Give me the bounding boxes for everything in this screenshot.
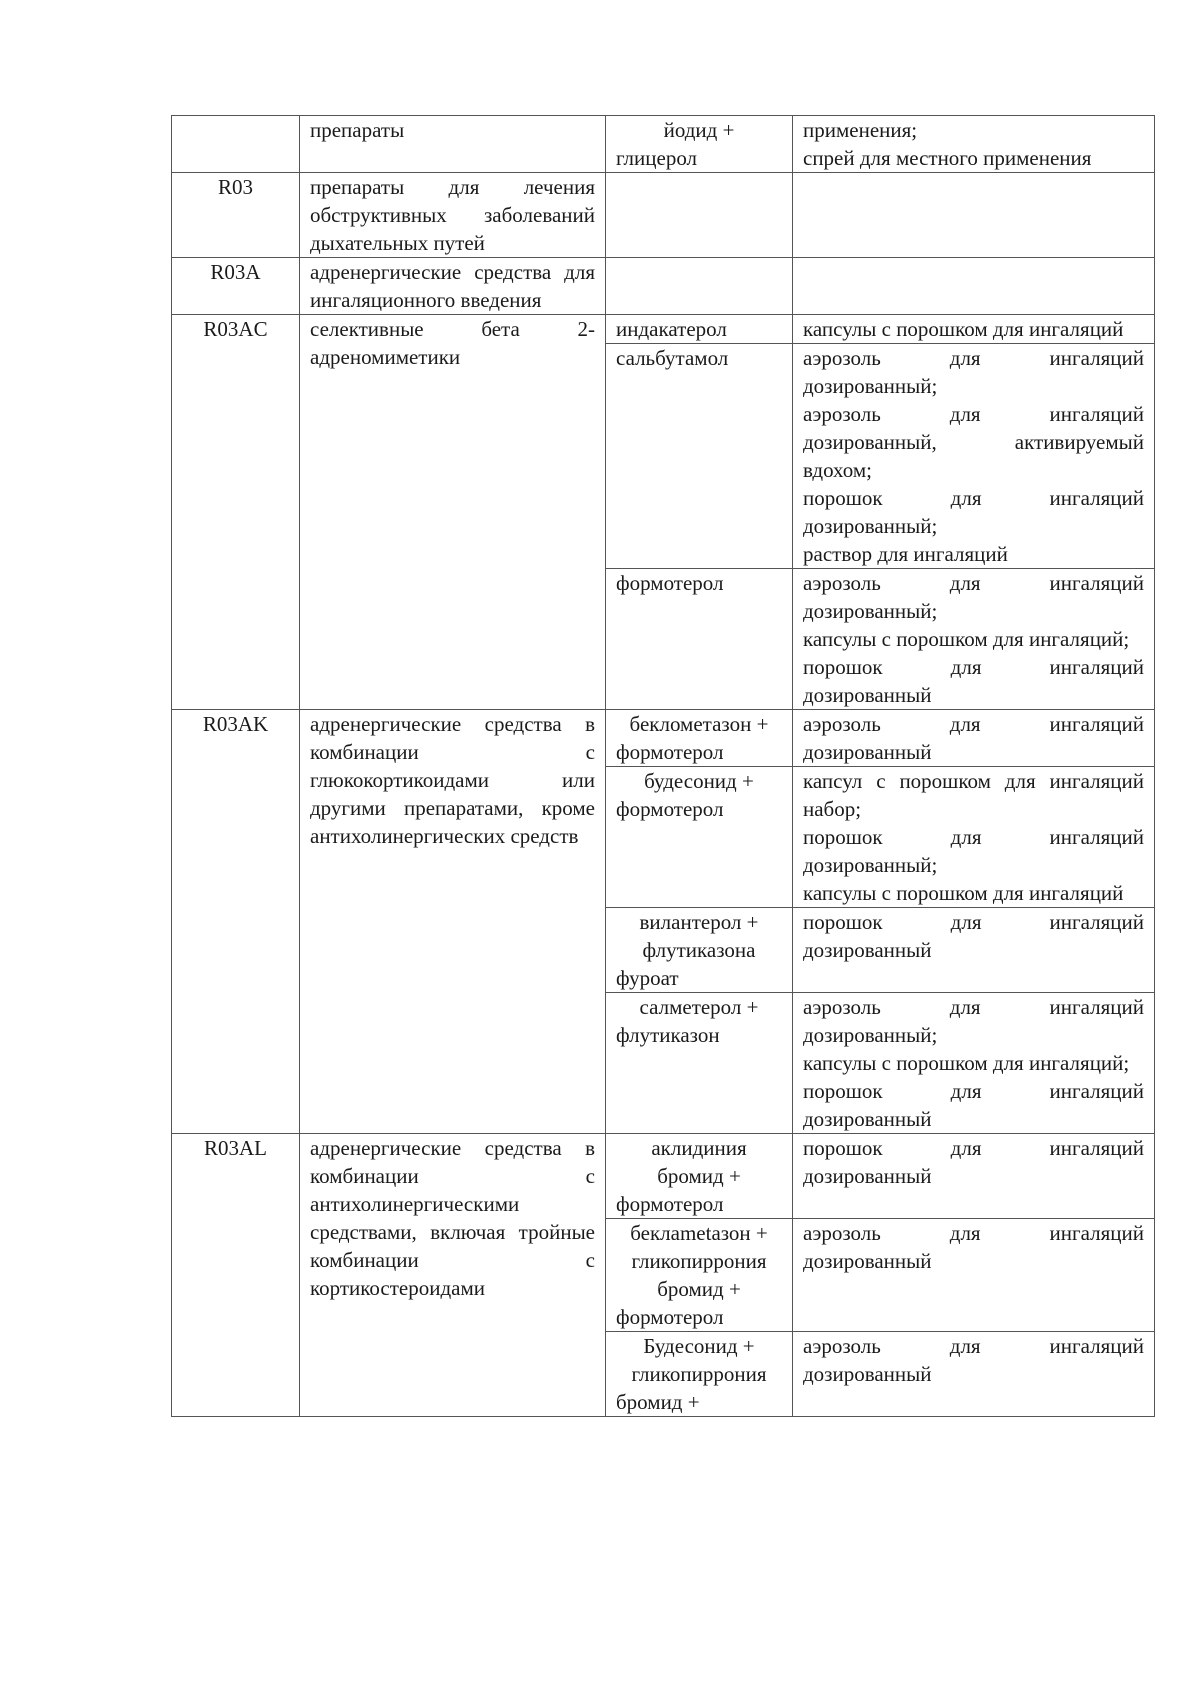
- group-name-cell: адренергические средства для ингаляционного введения: [300, 258, 606, 315]
- dosage-form-cell: [793, 993, 1155, 1134]
- drug-name-cell: [606, 1134, 793, 1219]
- dosage-form-cell: [793, 344, 1155, 569]
- table-row: [172, 116, 1155, 173]
- table-row: [172, 315, 1155, 344]
- cell-text-line: формотерол: [616, 797, 724, 821]
- cell-text-line: вилантерол +: [639, 910, 759, 934]
- dosage-form-cell: [793, 767, 1155, 908]
- drug-name-cell: [606, 1219, 793, 1332]
- cell-text-line: гликопиррония: [631, 1249, 767, 1273]
- drug-name-cell: [606, 173, 793, 258]
- atc-code-cell: R03A: [172, 258, 300, 315]
- cell-text-line: бромид +: [657, 1164, 741, 1188]
- cell-text-line: аэрозоль для ингаляций дозированный;: [803, 571, 1144, 623]
- cell-text-line: йодид +: [663, 118, 735, 142]
- cell-text-line: формотерол: [616, 740, 724, 764]
- group-name-cell: препараты: [300, 116, 606, 173]
- drug-name-cell: [606, 710, 793, 767]
- cell-text-line: формотерол: [616, 571, 724, 595]
- atc-code-cell: R03AC: [172, 315, 300, 710]
- cell-text-line: порошок для ингаляций дозированный;: [803, 825, 1144, 877]
- atc-code-cell: R03AL: [172, 1134, 300, 1417]
- drug-name-cell: [606, 569, 793, 710]
- cell-text-line: беклометазон +: [629, 712, 769, 736]
- drug-name-cell: [606, 767, 793, 908]
- atc-code-cell: R03: [172, 173, 300, 258]
- cell-text-line: капсулы с порошком для ингаляций: [803, 317, 1124, 341]
- cell-text-line: капсулы с порошком для ингаляций: [803, 881, 1124, 905]
- atc-code-cell: R03AK: [172, 710, 300, 1134]
- cell-text-line: глицерол: [616, 146, 698, 170]
- cell-text-line: спрей для местного применения: [803, 146, 1092, 170]
- dosage-form-cell: [793, 173, 1155, 258]
- drug-name-cell: [606, 258, 793, 315]
- dosage-form-cell: [793, 1134, 1155, 1219]
- dosage-form-cell: [793, 315, 1155, 344]
- drug-name-cell: [606, 1332, 793, 1417]
- cell-text-line: порошок для ингаляций дозированный;: [803, 486, 1144, 538]
- cell-text-line: аэрозоль для ингаляций дозированный;: [803, 346, 1144, 398]
- cell-text-line: гликопиррония: [631, 1362, 767, 1386]
- cell-text-line: аклидиния: [651, 1136, 747, 1160]
- table-row: [172, 1134, 1155, 1219]
- dosage-form-cell: [793, 569, 1155, 710]
- group-name-cell: адренергические средства в комбинации с антихолинергическими средствами, включая тройные комбинации с кортикостероидами: [300, 1134, 606, 1417]
- cell-text-line: флутиказона: [642, 938, 756, 962]
- cell-text-line: беклametазон +: [630, 1221, 768, 1245]
- cell-text-line: салметерол +: [639, 995, 759, 1019]
- dosage-form-cell: [793, 116, 1155, 173]
- cell-text-line: Будесонид +: [643, 1334, 755, 1358]
- drug-name-cell: [606, 908, 793, 993]
- dosage-form-cell: [793, 908, 1155, 993]
- cell-text-line: капсул с порошком для ингаляций набор;: [803, 769, 1144, 821]
- drug-name-cell: [606, 344, 793, 569]
- cell-text-line: флутиказон: [616, 1023, 720, 1047]
- cell-text-line: аэрозоль для ингаляций дозированный: [803, 712, 1144, 764]
- group-name-cell: адренергические средства в комбинации с глюкокортикоидами или другими препаратами, кроме антихолинергических средств: [300, 710, 606, 1134]
- cell-text-line: порошок для ингаляций дозированный: [803, 910, 1144, 962]
- cell-text-line: раствор для ингаляций: [803, 542, 1008, 566]
- cell-text-line: формотерол: [616, 1192, 724, 1216]
- cell-text-line: будесонид +: [644, 769, 754, 793]
- drug-name-cell: [606, 116, 793, 173]
- cell-text-line: порошок для ингаляций дозированный: [803, 1136, 1144, 1188]
- dosage-form-cell: [793, 1219, 1155, 1332]
- dosage-form-cell: [793, 710, 1155, 767]
- cell-text-line: порошок для ингаляций дозированный: [803, 1079, 1144, 1131]
- cell-text-line: бромид +: [657, 1277, 741, 1301]
- cell-text-line: капсулы с порошком для ингаляций;: [803, 627, 1130, 651]
- table-row: [172, 258, 1155, 315]
- table-row: [172, 173, 1155, 258]
- drug-name-cell: [606, 315, 793, 344]
- cell-text-line: аэрозоль для ингаляций дозированный, активируемый вдохом;: [803, 402, 1144, 482]
- cell-text-line: сальбутамол: [616, 346, 729, 370]
- cell-text-line: аэрозоль для ингаляций дозированный;: [803, 995, 1144, 1047]
- cell-text-line: применения;: [803, 118, 918, 142]
- cell-text-line: капсулы с порошком для ингаляций;: [803, 1051, 1130, 1075]
- cell-text-line: бромид +: [616, 1390, 700, 1414]
- dosage-form-cell: [793, 258, 1155, 315]
- atc-code-cell: [172, 116, 300, 173]
- cell-text-line: фуроат: [616, 966, 679, 990]
- group-name-cell: препараты для лечения обструктивных заболеваний дыхательных путей: [300, 173, 606, 258]
- dosage-form-cell: [793, 1332, 1155, 1417]
- table-row: [172, 710, 1155, 767]
- drug-classification-table: [171, 115, 1155, 1417]
- cell-text-line: формотерол: [616, 1305, 724, 1329]
- cell-text-line: аэрозоль для ингаляций дозированный: [803, 1334, 1144, 1386]
- cell-text-line: порошок для ингаляций дозированный: [803, 655, 1144, 707]
- group-name-cell: селективные бета 2-адреномиметики: [300, 315, 606, 710]
- cell-text-line: аэрозоль для ингаляций дозированный: [803, 1221, 1144, 1273]
- drug-name-cell: [606, 993, 793, 1134]
- cell-text-line: индакатерол: [616, 317, 727, 341]
